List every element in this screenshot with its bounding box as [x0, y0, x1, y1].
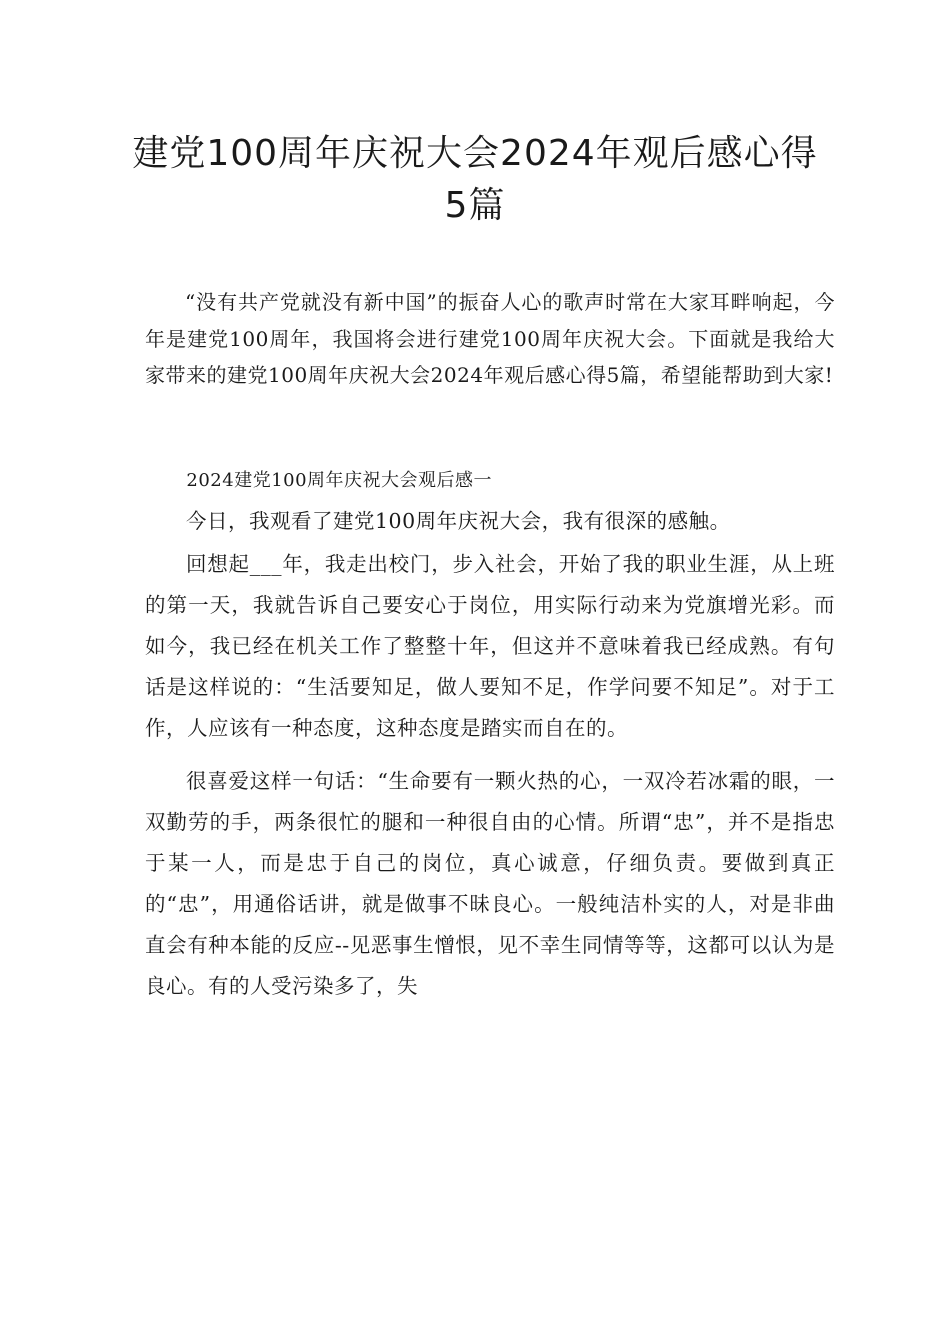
intro-paragraph: “没有共产党就没有新中国”的振奋人心的歌声时常在大家耳畔响起，今年是建党100周年，我国将会进行建党100周年庆祝大会。下面就是我给大家带来的建党100周年庆祝大会2024年观后感心得5篇，希望能帮助到大家!: [145, 290, 835, 387]
section-heading: 2024建党100周年庆祝大会观后感一: [186, 469, 493, 491]
body-paragraph: 回想起___年，我走出校门，步入社会，开始了我的职业生涯，从上班的第一天，我就告诉自己要安心于岗位，用实际行动来为党旗增光彩。而如今，我已经在机关工作了整整十年，但这并不意味着我已经成熟。有句话是这样说的：“生活要知足，做人要知不足，作学问要不知足”。对于工作，人应该有一种态度，这种态度是踏实而自在的。: [145, 551, 835, 740]
document-body: [145, 284, 835, 1007]
body-paragraph: 很喜爱这样一句话：“生命要有一颗火热的心，一双冷若冰霜的眼，一双勤劳的手，两条很忙的腿和一种很自由的心情。所谓“忠”，并不是指忠于某一人，而是忠于自己的岗位，真心诚意，仔细负责。要做到真正的“忠”，用通俗话讲，就是做事不昧良心。一般纯洁朴实的人，对是非曲直会有种本能的反应--见恶事生憎恨，见不幸生同情等等，这都可以认为是良心。有的人受污染多了，失: [145, 768, 835, 998]
body-paragraph: 今日，我观看了建党100周年庆祝大会，我有很深的感触。: [186, 508, 731, 533]
document-title: 建党100周年庆祝大会2024年观后感心得5篇: [132, 133, 818, 226]
